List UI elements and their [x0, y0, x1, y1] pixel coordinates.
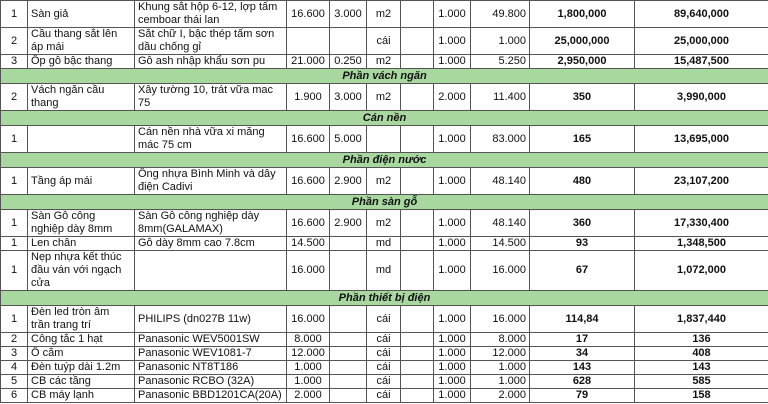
table-row	[1, 251, 768, 291]
cell-description: Xây tường 10, trát vữa mac 75	[135, 84, 287, 111]
cell-length: 14.500	[287, 237, 330, 251]
cell-total: 25,000,000	[635, 28, 768, 55]
cell-length: 16.000	[287, 306, 330, 333]
cell-unit: cái	[367, 375, 401, 389]
cell-unit-price: 34	[530, 347, 635, 361]
cell-width: 3.000	[330, 84, 367, 111]
cell-stt: 1	[1, 168, 28, 195]
cell-description: PHILIPS (dn027B 11w)	[135, 306, 287, 333]
table-row	[1, 168, 768, 195]
cell-unit: cái	[367, 361, 401, 375]
cell-stt: 1	[1, 306, 28, 333]
cell-length: 2.000	[287, 389, 330, 403]
cell-total: 585	[635, 375, 768, 389]
cell-unit	[367, 126, 401, 153]
cell-width: 0.250	[330, 55, 367, 69]
cell-quantity: 16.000	[471, 251, 530, 291]
table-row	[1, 361, 768, 375]
table-row	[1, 389, 768, 403]
cell-blank	[401, 84, 434, 111]
cell-length: 16.600	[287, 126, 330, 153]
cell-length	[287, 28, 330, 55]
cell-unit: m2	[367, 1, 401, 28]
section-title: Phần điện nước	[1, 153, 768, 168]
cell-coefficient: 1.000	[434, 389, 471, 403]
cell-description: Panasonic WEV1081-7	[135, 347, 287, 361]
cell-total: 158	[635, 389, 768, 403]
cell-length: 16.600	[287, 168, 330, 195]
cell-item-name: Sàn Gỗ công nghiệp dày 8mm	[28, 210, 135, 237]
section-title: Phần vách ngăn	[1, 69, 768, 84]
cell-unit-price: 360	[530, 210, 635, 237]
cell-total: 1,837,440	[635, 306, 768, 333]
cell-blank	[401, 361, 434, 375]
cell-coefficient: 1.000	[434, 375, 471, 389]
cell-description: Ống nhựa Bình Minh và dây điện Cadivi	[135, 168, 287, 195]
cell-unit: m2	[367, 168, 401, 195]
cell-blank	[401, 55, 434, 69]
cell-unit-price: 17	[530, 333, 635, 347]
cell-coefficient: 1.000	[434, 210, 471, 237]
cell-quantity: 14.500	[471, 237, 530, 251]
section-header	[1, 111, 768, 126]
cell-unit-price: 67	[530, 251, 635, 291]
cell-blank	[401, 126, 434, 153]
cell-coefficient: 1.000	[434, 55, 471, 69]
cell-total: 13,695,000	[635, 126, 768, 153]
cell-length: 16.000	[287, 251, 330, 291]
cell-quantity: 48.140	[471, 168, 530, 195]
cell-stt: 3	[1, 55, 28, 69]
cell-width: 5.000	[330, 126, 367, 153]
cell-coefficient: 1.000	[434, 333, 471, 347]
cell-coefficient: 1.000	[434, 1, 471, 28]
cell-unit-price: 25,000,000	[530, 28, 635, 55]
cell-stt: 3	[1, 347, 28, 361]
cell-stt: 1	[1, 251, 28, 291]
cell-stt: 2	[1, 333, 28, 347]
cell-item-name: CB các tầng	[28, 375, 135, 389]
cell-description: Panasonic BBD1201CA(20A)	[135, 389, 287, 403]
cell-unit: cái	[367, 389, 401, 403]
cell-description: Panasonic WEV5001SW	[135, 333, 287, 347]
cell-coefficient: 1.000	[434, 347, 471, 361]
cell-quantity: 12.000	[471, 347, 530, 361]
cell-blank	[401, 28, 434, 55]
cell-quantity: 83.000	[471, 126, 530, 153]
cell-unit-price: 480	[530, 168, 635, 195]
cell-unit-price: 350	[530, 84, 635, 111]
cell-item-name: Tầng áp mái	[28, 168, 135, 195]
cell-coefficient: 2.000	[434, 84, 471, 111]
cell-total: 1,348,500	[635, 237, 768, 251]
cell-coefficient: 1.000	[434, 168, 471, 195]
cell-item-name: Đèn tuýp dài 1.2m	[28, 361, 135, 375]
cell-item-name: Vách ngăn cầu thang	[28, 84, 135, 111]
cell-width: 2.900	[330, 168, 367, 195]
cell-quantity: 2.000	[471, 389, 530, 403]
cell-item-name: Len chân	[28, 237, 135, 251]
cell-unit: cái	[367, 306, 401, 333]
cell-width	[330, 361, 367, 375]
cell-length: 16.600	[287, 1, 330, 28]
table-row	[1, 306, 768, 333]
cell-blank	[401, 237, 434, 251]
cell-item-name	[28, 126, 135, 153]
section-header	[1, 195, 768, 210]
cell-length: 1.000	[287, 361, 330, 375]
cell-blank	[401, 306, 434, 333]
cell-unit: m2	[367, 84, 401, 111]
cell-blank	[401, 1, 434, 28]
section-title: Phần sàn gỗ	[1, 195, 768, 210]
cell-unit-price: 143	[530, 361, 635, 375]
cell-stt: 1	[1, 126, 28, 153]
cell-description: Sàn Gỗ công nghiệp dày 8mm(GALAMAX)	[135, 210, 287, 237]
cell-width	[330, 237, 367, 251]
cell-total: 17,330,400	[635, 210, 768, 237]
cell-coefficient: 1.000	[434, 237, 471, 251]
cell-item-name: Sàn giả	[28, 1, 135, 28]
cell-description	[135, 251, 287, 291]
cell-item-name: CB máy lạnh	[28, 389, 135, 403]
cell-blank	[401, 210, 434, 237]
cell-width	[330, 375, 367, 389]
cell-width	[330, 389, 367, 403]
cell-width	[330, 333, 367, 347]
table-row	[1, 1, 768, 28]
cell-total: 408	[635, 347, 768, 361]
cell-description: Panasonic NT8T186	[135, 361, 287, 375]
cell-description: Sắt chữ I, bậc thép tấm sơn dầu chống gỉ	[135, 28, 287, 55]
cell-total: 1,072,000	[635, 251, 768, 291]
cell-total: 136	[635, 333, 768, 347]
table-row	[1, 126, 768, 153]
cell-item-name: Nẹp nhựa kết thúc đầu ván với ngạch cửa	[28, 251, 135, 291]
cell-quantity: 1.000	[471, 28, 530, 55]
cell-total: 143	[635, 361, 768, 375]
cell-width	[330, 306, 367, 333]
cell-length: 1.000	[287, 375, 330, 389]
section-header	[1, 69, 768, 84]
table-row	[1, 210, 768, 237]
cell-quantity: 1.000	[471, 361, 530, 375]
cell-quantity: 49.800	[471, 1, 530, 28]
cell-description: Gỗ ash nhập khẩu sơn pu	[135, 55, 287, 69]
cell-coefficient: 1.000	[434, 28, 471, 55]
cell-description: Panasonic RCBO (32A)	[135, 375, 287, 389]
cell-length: 12.000	[287, 347, 330, 361]
cell-stt: 4	[1, 361, 28, 375]
cell-quantity: 5.250	[471, 55, 530, 69]
cell-blank	[401, 333, 434, 347]
cell-length: 16.600	[287, 210, 330, 237]
cell-stt: 1	[1, 237, 28, 251]
cell-blank	[401, 389, 434, 403]
cell-coefficient: 1.000	[434, 251, 471, 291]
cell-item-name: Cầu thang sắt lên áp mái	[28, 28, 135, 55]
cell-width	[330, 28, 367, 55]
cell-unit: m2	[367, 210, 401, 237]
table-row	[1, 375, 768, 389]
cell-stt: 2	[1, 84, 28, 111]
cell-description: Gỗ dày 8mm cao 7.8cm	[135, 237, 287, 251]
cell-coefficient: 1.000	[434, 126, 471, 153]
cell-quantity: 11.400	[471, 84, 530, 111]
cell-length: 1.900	[287, 84, 330, 111]
cell-length: 21.000	[287, 55, 330, 69]
cell-quantity: 16.000	[471, 306, 530, 333]
cell-length: 8.000	[287, 333, 330, 347]
cell-total: 3,990,000	[635, 84, 768, 111]
cell-width	[330, 347, 367, 361]
cell-unit-price: 628	[530, 375, 635, 389]
cell-description: Cán nền nhà vữa xi măng mác 75 cm	[135, 126, 287, 153]
cell-blank	[401, 375, 434, 389]
cell-width	[330, 251, 367, 291]
table-row	[1, 347, 768, 361]
cell-unit: cái	[367, 347, 401, 361]
cell-blank	[401, 251, 434, 291]
table-row	[1, 333, 768, 347]
table-row	[1, 84, 768, 111]
cell-blank	[401, 347, 434, 361]
cell-unit-price: 114,84	[530, 306, 635, 333]
cell-unit-price: 79	[530, 389, 635, 403]
cell-quantity: 8.000	[471, 333, 530, 347]
cell-stt: 1	[1, 1, 28, 28]
cell-unit-price: 2,950,000	[530, 55, 635, 69]
cell-unit: cái	[367, 333, 401, 347]
cell-quantity: 48.140	[471, 210, 530, 237]
cell-quantity: 1.000	[471, 375, 530, 389]
table-row	[1, 237, 768, 251]
cell-coefficient: 1.000	[434, 361, 471, 375]
cell-unit-price: 93	[530, 237, 635, 251]
table-body	[1, 1, 768, 403]
cell-item-name: Công tắc 1 hạt	[28, 333, 135, 347]
cell-total: 15,487,500	[635, 55, 768, 69]
cell-unit-price: 165	[530, 126, 635, 153]
table-row	[1, 55, 768, 69]
cell-stt: 1	[1, 210, 28, 237]
cell-unit: md	[367, 237, 401, 251]
cell-unit: m2	[367, 55, 401, 69]
cell-total: 23,107,200	[635, 168, 768, 195]
cell-item-name: Đèn led tròn âm trần trang trí	[28, 306, 135, 333]
section-title: Phần thiết bị điện	[1, 291, 768, 306]
section-header	[1, 291, 768, 306]
cell-stt: 6	[1, 389, 28, 403]
table-row	[1, 28, 768, 55]
cell-item-name: Ổ cắm	[28, 347, 135, 361]
section-title: Cán nền	[1, 111, 768, 126]
cell-unit: cái	[367, 28, 401, 55]
cell-description: Khung sắt hộp 6-12, lợp tấm cemboar thái lan	[135, 1, 287, 28]
cell-width: 2.900	[330, 210, 367, 237]
section-header	[1, 153, 768, 168]
cell-total: 89,640,000	[635, 1, 768, 28]
cell-width: 3.000	[330, 1, 367, 28]
cell-unit-price: 1,800,000	[530, 1, 635, 28]
cell-stt: 5	[1, 375, 28, 389]
cell-unit: md	[367, 251, 401, 291]
cell-blank	[401, 168, 434, 195]
cell-item-name: Ốp gỗ bậc thang	[28, 55, 135, 69]
cell-stt: 2	[1, 28, 28, 55]
cell-coefficient: 1.000	[434, 306, 471, 333]
